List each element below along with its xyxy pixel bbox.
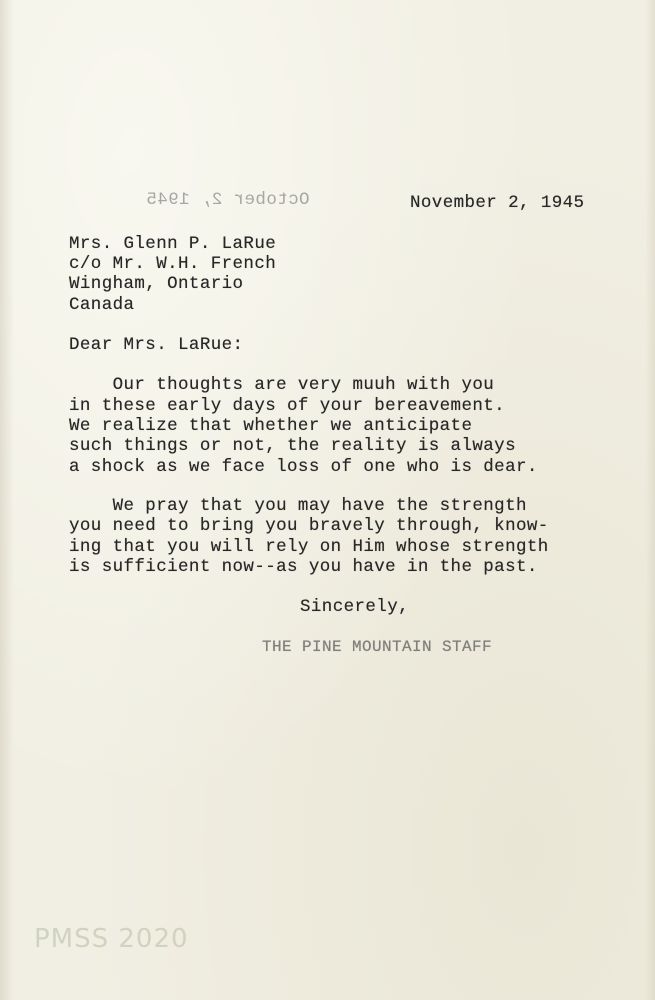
- address-line: Wingham, Ontario: [69, 274, 244, 294]
- address-line: Canada: [69, 295, 135, 315]
- paragraph-line: ing that you will rely on Him whose strength: [69, 537, 549, 557]
- paragraph-line: you need to bring you bravely through, know-: [69, 516, 549, 536]
- signature: THE PINE MOUNTAIN STAFF: [262, 638, 493, 656]
- paper-edge-right: [645, 0, 655, 1000]
- bleed-through-date: October 2, 1945: [146, 190, 310, 210]
- letter-date: November 2, 1945: [410, 193, 585, 213]
- paragraph-line: such things or not, the reality is always: [69, 436, 516, 456]
- paragraph-line: Our thoughts are very muuh with you: [69, 375, 495, 395]
- paragraph-line: a shock as we face loss of one who is dear.: [69, 457, 538, 477]
- address-line: Mrs. Glenn P. LaRue: [69, 234, 277, 254]
- watermark: PMSS 2020: [34, 924, 189, 954]
- paper-edge-left: [0, 0, 14, 1000]
- paragraph-line: We realize that whether we anticipate: [69, 416, 473, 436]
- paragraph-line: We pray that you may have the strength: [69, 496, 527, 516]
- address-line: c/o Mr. W.H. French: [69, 254, 277, 274]
- paragraph-line: in these early days of your bereavement.: [69, 396, 506, 416]
- closing: Sincerely,: [300, 597, 410, 617]
- paragraph-line: is sufficient now--as you have in the past.: [69, 557, 538, 577]
- salutation: Dear Mrs. LaRue:: [69, 335, 244, 355]
